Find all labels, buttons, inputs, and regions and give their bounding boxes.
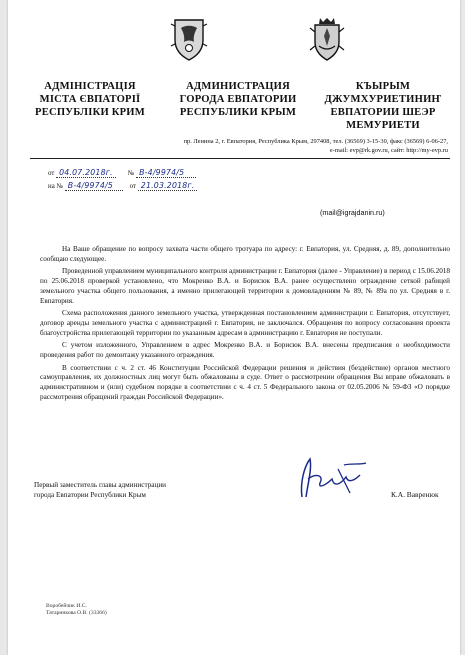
outgoing-date: 04.07.2018г. xyxy=(56,168,116,178)
handwritten-signature xyxy=(290,453,390,503)
address-block xyxy=(108,138,448,155)
address-line: пр. Ленина 2, г. Евпатория, Республика Крым, 297408, тел. (36569) 3-15-30, факс (36569) 6-06-27, xyxy=(183,138,448,145)
from-label: от xyxy=(48,170,55,177)
header-ukrainian xyxy=(30,80,150,119)
address-line: e-mail: evp@rk.gov.ru, сайт: http://my-evp.ru xyxy=(329,146,448,154)
executor-line: Татаринкова О.В. (33366) xyxy=(46,610,107,617)
position-line: города Евпатории Республики Крым xyxy=(34,490,146,499)
yevpatoria-coat-of-arms-icon xyxy=(307,16,347,62)
ref-from-label: от xyxy=(129,183,137,190)
executor-line: Воробейчик И.С. xyxy=(46,603,87,609)
header-line: МІСТА ЄВПАТОРІЇ xyxy=(39,94,141,105)
outgoing-registration xyxy=(48,168,196,178)
position-line: Первый заместитель главы администрации xyxy=(34,481,167,489)
header-russian xyxy=(168,80,308,119)
paragraph: На Ваше обращение по вопросу захвата части общего тротуара по адресу: г. Евпатория, ул. Средняя, д. 89, дополнительно сообщаю следующее. xyxy=(40,245,450,263)
header-line: РЕСПУБЛИКИ КРЫМ xyxy=(179,107,297,118)
letter-body xyxy=(40,245,450,406)
header-crimean-tatar xyxy=(313,80,453,132)
signatory-name: К.А. Вавренюк xyxy=(391,490,439,499)
executors xyxy=(46,603,107,617)
paragraph: С учетом изложенного, Управлением в адрес Мокренко В.А. и Борисюк В.А. внесены предписания о необходимости проведения работ по демонтажу указанного ограждения. xyxy=(40,341,450,360)
paragraph: Проведенной управлением муниципального контроля администрации г. Евпатория (далее - Управление) в период с 15.06.2018 по 25.06.2018 проверкой установлено, что Мокренко В.А. и Борисюк В.А. ранее осуществлено ограждение сеткой рабицей земельного участка общего пользования, а именно прилегающей территории к домовладениям № 89, № 89а по ул. Средняя в г. Евпатория. xyxy=(40,267,450,305)
header-line: АДМІНІСТРАЦІЯ xyxy=(44,81,136,92)
outgoing-number: В-4/9974/5 xyxy=(136,168,196,178)
signatory-position xyxy=(34,481,166,500)
header-line: МЕМУРИЕТИ xyxy=(346,120,420,131)
number-label: № xyxy=(127,170,135,177)
incoming-reference xyxy=(48,181,197,191)
letter-page xyxy=(8,0,460,655)
header-line: АДМИНИСТРАЦИЯ xyxy=(186,81,290,92)
header-line: ЕВПАТОРИИ ШЕЭР xyxy=(330,107,436,118)
header-line: ДЖУМХУРИЕТИНИҤ xyxy=(324,94,442,105)
paragraph: Схема расположения данного земельного участка, утвержденная постановлением администрации г. Евпатория, отсутствует, договор аренды земельного участка с администрацией г. Евпатория, не заключался. Обращения по вопросу согласования проекта благоустройства прилегающей территории по указанным адресам в администрацию г. Евпатория не поступали. xyxy=(40,309,450,337)
crimea-coat-of-arms-icon xyxy=(169,16,209,62)
header-line: КЪЫРЫМ xyxy=(355,81,411,92)
divider xyxy=(30,158,450,159)
reference-date: 21.03.2018г. xyxy=(138,181,198,191)
header-line: РЕСПУБЛІКИ КРИМ xyxy=(35,107,145,118)
paragraph: В соответствии с ч. 2 ст. 46 Конституции Российской Федерации решения и действия (бездействие) органов местного самоуправления, их должностных лиц могут быть обжалованы в суде. Ответ о рассмотрении обращения Вы вправе обжаловать в административном и (или) судебном порядке в соответствии с ч. 4 ст. 5 Федерального закона от 02.05.2006 № 59-ФЗ «О порядке рассмотрения обращений граждан Российской Федерации». xyxy=(40,363,450,401)
recipient-email: (mail@igrajdanin.ru) xyxy=(320,208,385,217)
ref-label: на № xyxy=(48,183,64,190)
header-line: ГОРОДА ЕВПАТОРИИ xyxy=(179,94,297,105)
reference-number: В-4/9974/5 xyxy=(65,181,123,191)
